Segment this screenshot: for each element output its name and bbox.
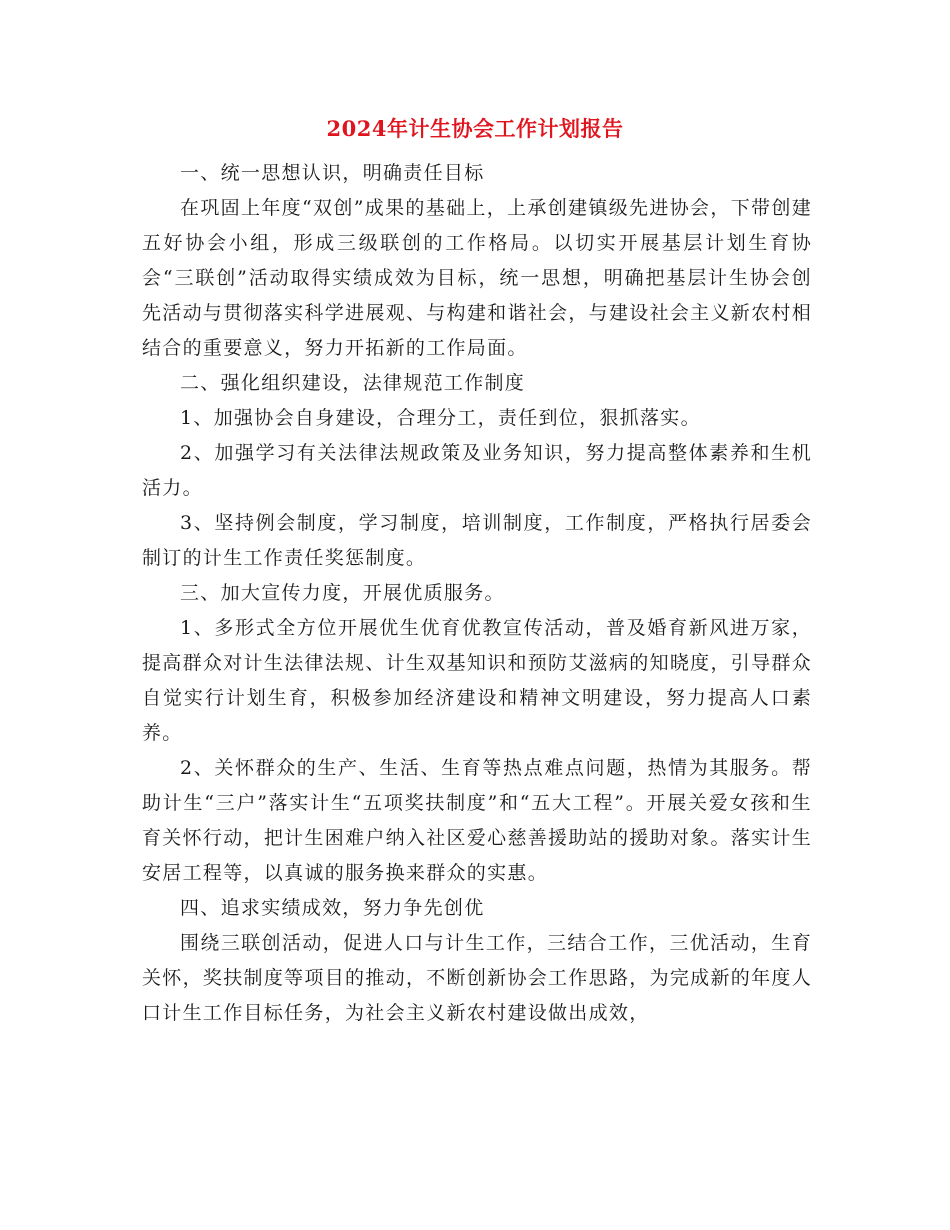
- list-item: 1、加强协会自身建设，合理分工，责任到位，狠抓落实。: [180, 407, 701, 429]
- section-heading-2: 二、强化组织建设，法律规范工作制度: [180, 372, 526, 394]
- document-title: 2024年计生协会工作计划报告: [326, 116, 624, 141]
- paragraph: 围绕三联创活动，促进人口与计生工作，三结合工作，三优活动，生育关怀，奖扶制度等项目的推动，不断创新协会工作思路，为完成新的年度人口计生工作目标任务，为社会主义新农村建设做出成效，: [142, 932, 812, 1024]
- paragraph: 在巩固上年度“双创”成果的基础上，上承创建镇级先进协会，下带创建五好协会小组，形成三级联创的工作格局。以切实开展基层计划生育协会“三联创”活动取得实绩成效为目标，统一思想，明确把基层计生协会创先活动与贯彻落实科学进展观、与构建和谐社会，与建设社会主义新农村相结合的重要意义，努力开拓新的工作局面。: [142, 197, 812, 359]
- section-heading-1: 一、统一思想认识，明确责任目标: [180, 162, 485, 184]
- list-item: 2、加强学习有关法律法规政策及业务知识，努力提高整体素养和生机活力。: [142, 442, 812, 499]
- document-body: [142, 156, 812, 1031]
- section-heading-4: 四、追求实绩成效，努力争先创优: [180, 897, 485, 919]
- list-item: 1、多形式全方位开展优生优育优教宣传活动，普及婚育新风进万家，提高群众对计生法律法规、计生双基知识和预防艾滋病的知晓度，引导群众自觉实行计划生育，积极参加经济建设和精神文明建设，努力提高人口素养。: [142, 617, 812, 744]
- list-item: 2、关怀群众的生产、生活、生育等热点难点问题，热情为其服务。帮助计生“三户”落实计生“五项奖扶制度”和“五大工程”。开展关爱女孩和生育关怀行动，把计生困难户纳入社区爱心慈善援助站的援助对象。落实计生安居工程等，以真诚的服务换来群众的实惠。: [142, 757, 812, 884]
- list-item: 3、坚持例会制度，学习制度，培训制度，工作制度，严格执行居委会制订的计生工作责任奖惩制度。: [142, 512, 812, 569]
- section-heading-3: 三、加大宣传力度，开展优质服务。: [180, 582, 505, 604]
